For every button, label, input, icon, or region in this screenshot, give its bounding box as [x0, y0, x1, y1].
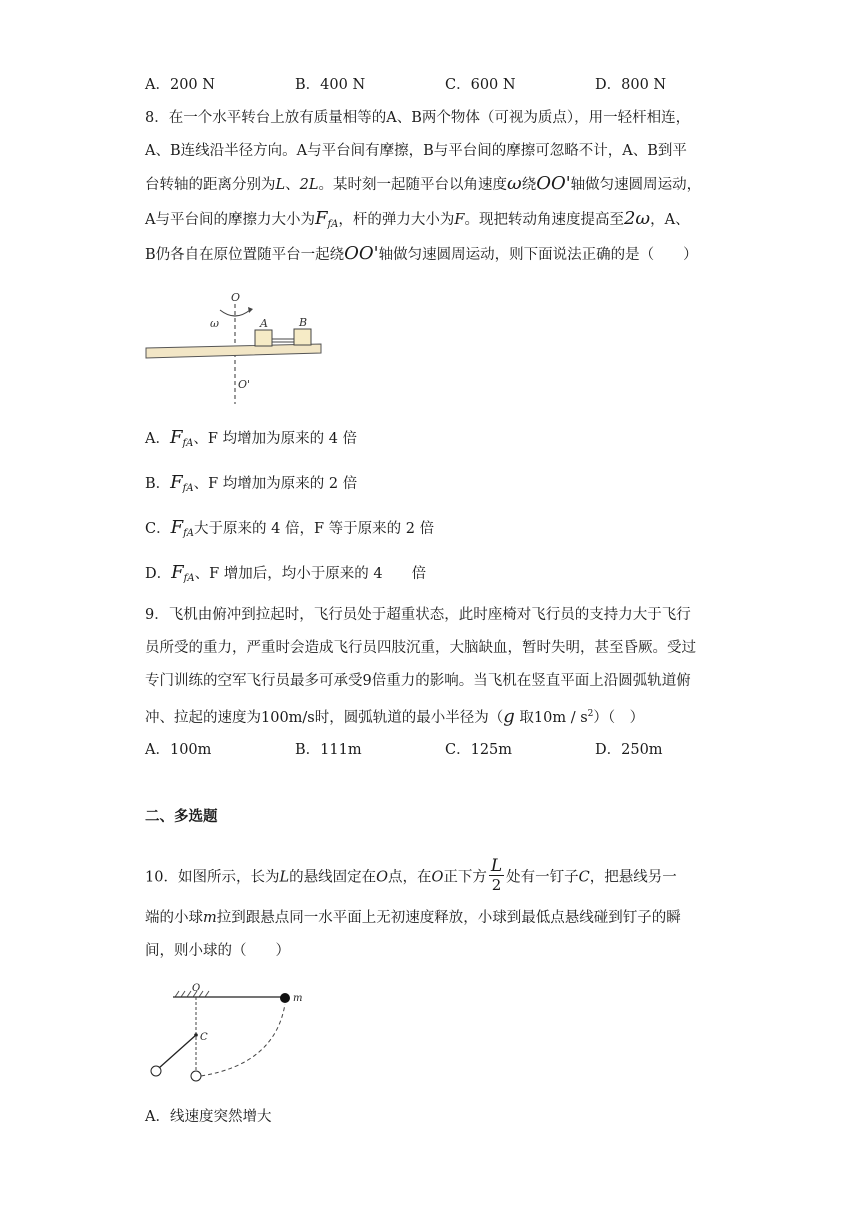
svg-text:O: O — [192, 983, 201, 994]
q8-line-2: A、B连线沿半径方向。A与平台间有摩擦，B与平台间的摩擦可忽略不计，A、B到平 — [145, 143, 687, 159]
q8-option-a: A．$F_{fA}$、F 均增加为原来的 4 倍 — [145, 427, 358, 449]
q10-line-3: 间，则小球的（ ） — [145, 943, 290, 959]
q7-option-a: A．200 N — [145, 77, 215, 93]
svg-text:ω: ω — [210, 317, 219, 330]
svg-text:O: O — [231, 291, 241, 304]
q9-option-b: B．111m — [295, 742, 362, 758]
q7-option-b: B．400 N — [295, 77, 366, 93]
q8-option-b: B．$F_{fA}$、F 均增加为原来的 2 倍 — [145, 472, 358, 494]
q7-option-c: C．600 N — [445, 77, 516, 93]
section-heading: 二、多选题 — [145, 808, 218, 825]
q9-option-a: A．100m — [145, 742, 212, 758]
q9-line-1: 9．飞机由俯冲到拉起时，飞行员处于超重状态，此时座椅对飞行员的支持力大于飞行 — [145, 607, 691, 623]
q8-line-5: B仍各自在原位置随平台一起绕OO'轴做匀速圆周运动，则下面说法正确的是（ ） — [145, 243, 698, 264]
q10-option-a: A．线速度突然增大 — [145, 1109, 272, 1125]
q8-line-3: 台转轴的距离分别为L、2L。某时刻一起随平台以角速度ω绕OO'轴做匀速圆周运动， — [145, 173, 702, 194]
fraction-l-over-2: $\frac{L}{2}$ — [490, 856, 503, 894]
q9-option-d: D．250m — [595, 742, 663, 758]
q10-line-1: 10．如图所示，长为L的悬线固定在O点，在O正下方 $\frac{L}{2}$ 处有一钉子C，把悬线另一 — [145, 856, 677, 894]
q8-line-4: A与平台间的摩擦力大小为$F_{fA}$，杆的弹力大小为F。现把转动角速度提高至2ω，A、 — [145, 208, 690, 230]
q9-option-c: C．125m — [445, 742, 513, 758]
q10-line-2: 端的小球m拉到跟悬点同一水平面上无初速度释放，小球到最低点悬线碰到钉子的瞬 — [145, 910, 681, 926]
omega-symbol: ω — [507, 173, 522, 194]
svg-text:O': O' — [238, 378, 251, 391]
svg-text:A: A — [260, 317, 268, 330]
turntable-figure — [140, 282, 330, 407]
q8-option-c: C．$F_{fA}$大于原来的 4 倍，F 等于原来的 2 倍 — [145, 517, 435, 539]
q8-line-1: 8．在一个水平转台上放有质量相等的A、B两个物体（可视为质点），用一轻杆相连， — [145, 110, 691, 126]
svg-text:C: C — [200, 1032, 208, 1043]
q9-line-3: 专门训练的空军飞行员最多可承受9倍重力的影响。当飞机在竖直平面上沿圆弧轨道俯 — [145, 673, 691, 689]
q8-option-d: D．$F_{fA}$、F 增加后，均小于原来的 4 倍 — [145, 562, 427, 584]
svg-text:m: m — [293, 993, 303, 1004]
q9-line-4: 冲、拉起的速度为100m/s时，圆弧轨道的最小半径为（g 取$10m / s^2$）（ ） — [145, 705, 645, 727]
svg-text:B: B — [299, 316, 308, 329]
q7-option-d: D．800 N — [595, 77, 667, 93]
pendulum-figure — [145, 980, 315, 1090]
q9-line-2: 员所受的重力，严重时会造成飞行员四肢沉重，大脑缺血，暂时失明，甚至昏厥。受过 — [145, 640, 696, 656]
